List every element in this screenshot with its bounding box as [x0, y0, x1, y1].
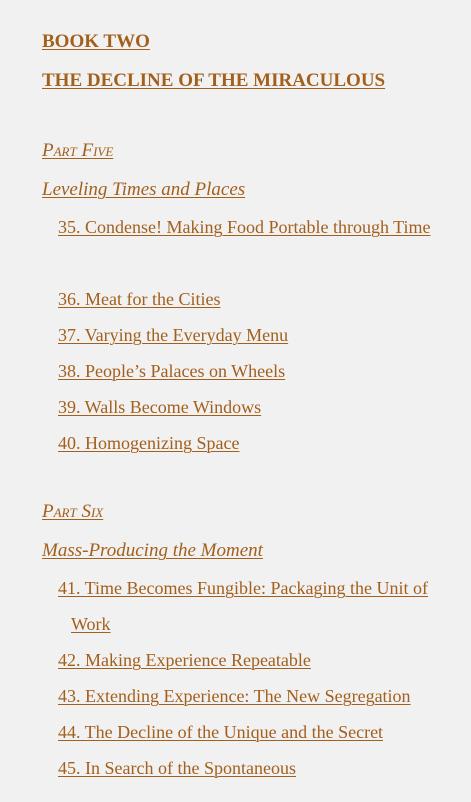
part-label[interactable]: Part Six — [42, 501, 104, 522]
chapter-link[interactable]: 42. Making Experience Repeatable — [58, 650, 311, 670]
chapter-link[interactable]: 41. Time Becomes Fungible: Packaging the Unit of Work — [58, 578, 428, 634]
chapter-link[interactable]: 36. Meat for the Cities — [58, 289, 221, 309]
chapter-link[interactable]: 37. Varying the Everyday Menu — [58, 325, 289, 345]
section-title[interactable]: Leveling Times and Places — [42, 179, 246, 200]
chapter-40[interactable] — [58, 425, 471, 461]
chapter-44[interactable] — [58, 714, 471, 750]
part-five-section-title[interactable] — [42, 178, 245, 202]
chapter-link[interactable]: 39. Walls Become Windows — [58, 397, 262, 417]
part-six-section-title[interactable] — [42, 539, 263, 563]
chapter-45[interactable] — [58, 750, 471, 786]
chapter-39[interactable] — [58, 389, 471, 425]
chapter-link[interactable]: 40. Homogenizing Space — [58, 433, 240, 453]
chapter-41[interactable] — [58, 570, 471, 642]
part-six-heading[interactable] — [42, 500, 103, 524]
book-title[interactable]: THE DECLINE OF THE MIRACULOUS — [42, 70, 386, 91]
chapter-38[interactable] — [58, 353, 471, 389]
chapter-37[interactable] — [58, 317, 471, 353]
chapter-42[interactable] — [58, 642, 471, 678]
chapter-35[interactable] — [58, 209, 471, 245]
section-title[interactable]: Mass-Producing the Moment — [42, 540, 263, 561]
chapter-link[interactable]: 45. In Search of the Spontaneous — [58, 758, 296, 778]
chapter-43[interactable] — [58, 678, 471, 714]
chapter-link[interactable]: 43. Extending Experience: The New Segregation — [58, 686, 411, 706]
part-label[interactable]: Part Five — [42, 140, 114, 161]
chapter-link[interactable]: 35. Condense! Making Food Portable through Time — [58, 217, 431, 237]
chapter-link[interactable]: 38. People’s Palaces on Wheels — [58, 361, 286, 381]
chapter-36[interactable] — [58, 281, 471, 317]
book-label-link[interactable] — [42, 30, 150, 54]
book-title-link[interactable] — [42, 69, 385, 93]
part-five-heading[interactable] — [42, 139, 113, 163]
chapter-link[interactable]: 44. The Decline of the Unique and the Secret — [58, 722, 384, 742]
book-label[interactable]: BOOK TWO — [42, 31, 150, 52]
